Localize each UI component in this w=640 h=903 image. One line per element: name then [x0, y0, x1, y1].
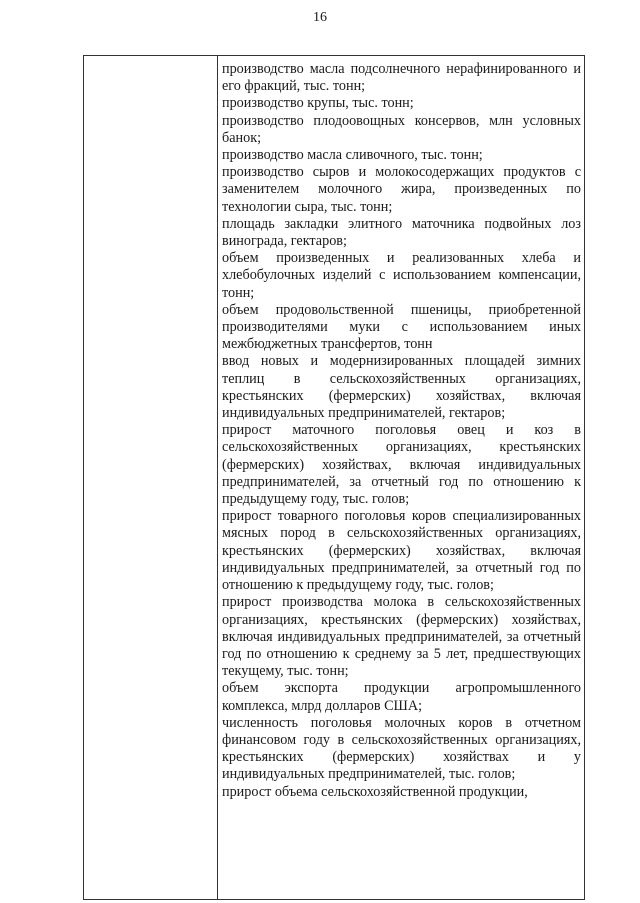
indicator-item: производство крупы, тыс. тонн;	[222, 95, 414, 112]
indicator-item: прирост маточного поголовья овец и коз в сельскохозяйственных организациях, крестьянских (фермерских) хозяйствах, включая индивидуальных предпринимателей, за отчетный год по отношению к предыдущему году, тыс. голов;	[222, 422, 581, 508]
indicators-table	[83, 55, 585, 900]
indicator-item: численность поголовья молочных коров в отчетном финансовом году в сельскохозяйственных организациях, крестьянских (фермерских) хозяйствах и у индивидуальных предпринимателей, тыс. голов;	[222, 714, 581, 783]
indicator-item: прирост производства молока в сельскохозяйственных организациях, крестьянских (фермерских) хозяйствах, включая индивидуальных предпринимателей, за отчетный год по отношению к среднему за 5 лет, предшествующих текущему, тыс. тонн;	[222, 594, 581, 680]
indicator-item: производство масла подсолнечного нерафинированного и его фракций, тыс. тонн;	[222, 61, 581, 95]
indicator-item: объем продовольственной пшеницы, приобретенной производителями муки с использованием иных межбюджетных трансфертов, тонн	[222, 301, 581, 353]
page-number: 16	[313, 10, 327, 25]
indicator-item: производство плодоовощных консервов, млн условных банок;	[222, 112, 581, 146]
indicator-item: производство сыров и молокосодержащих продуктов с заменителем молочного жира, произведенных по технологии сыра, тыс. тонн;	[222, 164, 581, 215]
table-row	[84, 56, 585, 900]
indicators-list	[218, 56, 584, 899]
indicator-item: прирост объема сельскохозяйственной продукции,	[222, 783, 528, 800]
table-cell-left	[84, 56, 218, 900]
indicator-item: объем экспорта продукции агропромышленного комплекса, млрд долларов США;	[222, 680, 581, 714]
indicator-item: площадь закладки элитного маточника подвойных лоз винограда, гектаров;	[222, 215, 581, 250]
indicator-item: производство масла сливочного, тыс. тонн;	[222, 147, 483, 164]
indicator-item: ввод новых и модернизированных площадей зимних теплиц в сельскохозяйственных организациях, крестьянских (фермерских) хозяйствах, включая индивидуальных предпринимателей, гектаров;	[222, 353, 581, 422]
indicator-item: прирост товарного поголовья коров специализированных мясных пород в сельскохозяйственных организациях, крестьянских (фермерских) хозяйствах, включая индивидуальных предпринимателей, за отчетный год по отношению к предыдущему году, тыс. голов;	[222, 508, 581, 594]
table-cell-right	[218, 56, 585, 900]
indicator-item: объем произведенных и реализованных хлеба и хлебобулочных изделий с использованием компенсации, тонн;	[222, 250, 581, 301]
